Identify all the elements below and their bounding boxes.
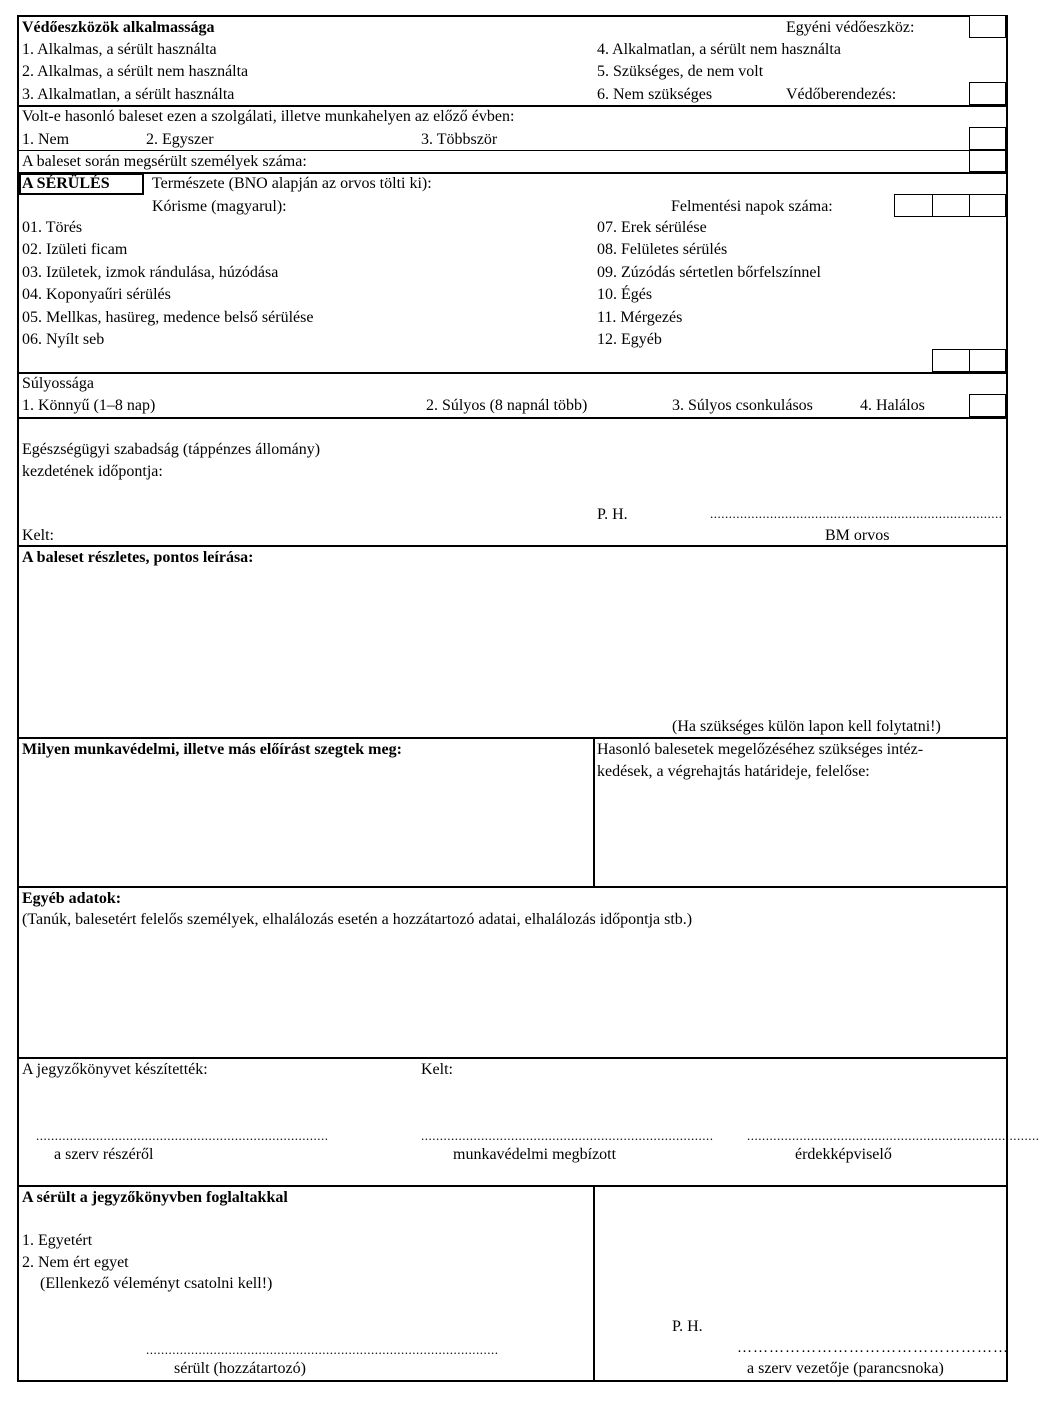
- agreement-option: 1. Egyetért: [22, 1232, 93, 1249]
- divider: [17, 1057, 1008, 1059]
- protective-device-label: Védőberendezés:: [786, 86, 897, 103]
- injury-type: 06. Nyílt seb: [22, 331, 105, 348]
- signer-label: a szerv részéről: [54, 1146, 154, 1163]
- protective-option: 6. Nem szükséges: [597, 86, 713, 103]
- prepared-label: A jegyzőkönyvet készítették:: [22, 1061, 208, 1078]
- sick-leave-label: Egészségügyi szabadság (táppénzes állomány): [22, 441, 321, 458]
- description-title: A baleset részletes, pontos leírása:: [22, 549, 254, 566]
- divider: [17, 737, 1008, 739]
- form-frame: [17, 15, 1040, 1382]
- previous-option: 1. Nem: [22, 131, 70, 148]
- column-divider: [593, 1185, 595, 1382]
- injury-type: 02. Izületi ficam: [22, 241, 128, 258]
- measures-label: kedések, a végrehajtás határideje, felelőse:: [597, 763, 870, 780]
- severity-option: 3. Súlyos csonkulásos: [672, 397, 813, 414]
- divider: [17, 172, 1008, 174]
- protective-option: 2. Alkalmas, a sérült nem használta: [22, 63, 249, 80]
- signer-label: érdekképviselő: [795, 1146, 892, 1163]
- signature-line: ..............................................................................: [421, 1128, 714, 1143]
- injured-count-label: A baleset során megsérült személyek száma:: [22, 153, 307, 170]
- agreement-note: (Ellenkező véleményt csatolni kell!): [40, 1275, 273, 1292]
- injury-type: 03. Izületek, izmok rándulása, húzódása: [22, 264, 279, 281]
- other-data-title: Egyéb adatok:: [22, 890, 122, 907]
- stamp-placeholder: P. H.: [672, 1318, 703, 1335]
- protective-title: Védőeszközök alkalmassága: [22, 19, 215, 36]
- divider: [17, 150, 1008, 151]
- other-data-note: (Tanúk, balesetért felelős személyek, elhalálozás esetén a hozzátartozó adatai, elhalálozás időpontja stb.): [22, 911, 693, 928]
- previous-question: Volt-e hasonló baleset ezen a szolgálati, illetve munkahelyen az előző évben:: [22, 108, 515, 125]
- protective-option: 4. Alkalmatlan, a sérült nem használta: [597, 41, 841, 58]
- agreement-title: A sérült a jegyzőkönyvben foglaltakkal: [22, 1189, 288, 1206]
- divider: [17, 1185, 1008, 1187]
- injury-type: 10. Égés: [597, 286, 653, 303]
- stamp-placeholder: P. H.: [597, 506, 628, 523]
- protective-device-box[interactable]: [969, 82, 1006, 105]
- injury-type: 04. Koponyaűri sérülés: [22, 286, 171, 303]
- prepared-kelt-label: Kelt:: [421, 1061, 453, 1078]
- kelt-label: Kelt:: [22, 527, 54, 544]
- injury-type-code-box[interactable]: [969, 349, 1006, 372]
- divider: [17, 886, 1008, 888]
- exemption-days-box[interactable]: [894, 194, 933, 217]
- injury-type: 09. Zúzódás sértetlen bőrfelszínnel: [597, 264, 821, 281]
- head-signature-label: a szerv vezetője (parancsnoka): [747, 1360, 944, 1377]
- injury-type: 01. Törés: [22, 219, 83, 236]
- injury-type: 07. Erek sérülése: [597, 219, 707, 236]
- previous-answer-box[interactable]: [969, 127, 1006, 150]
- injured-count-box[interactable]: [969, 150, 1006, 172]
- doctor-signature-label: BM orvos: [825, 527, 890, 544]
- signature-line: ..............................................................................: [747, 1128, 1040, 1143]
- severity-box[interactable]: [969, 394, 1006, 417]
- injury-type: 05. Mellkas, hasüreg, medence belső sérülése: [22, 309, 314, 326]
- signer-label: munkavédelmi megbízott: [453, 1146, 617, 1163]
- severity-option: 1. Könnyű (1–8 nap): [22, 397, 156, 414]
- signature-line: ..............................................................................................: [146, 1342, 499, 1357]
- agreement-option: 2. Nem ért egyet: [22, 1254, 129, 1271]
- severity-option: 2. Súlyos (8 napnál több): [426, 397, 588, 414]
- continuation-note: (Ha szükséges külön lapon kell folytatni!): [672, 718, 941, 735]
- injury-type: 11. Mérgezés: [597, 309, 683, 326]
- exemption-days-label: Felmentési napok száma:: [671, 198, 833, 215]
- exemption-days-box[interactable]: [932, 194, 970, 217]
- individual-equipment-box[interactable]: [969, 15, 1006, 38]
- injury-type-code-box[interactable]: [932, 349, 970, 372]
- violations-title: Milyen munkavédelmi, illetve más előírást szegtek meg:: [22, 741, 402, 758]
- sick-leave-label: kezdetének időpontja:: [22, 463, 163, 480]
- measures-label: Hasonló balesetek megelőzéséhez szükséges intéz-: [597, 741, 924, 758]
- protective-option: 1. Alkalmas, a sérült használta: [22, 41, 217, 58]
- divider: [17, 372, 1008, 374]
- previous-option: 2. Egyszer: [146, 131, 214, 148]
- column-divider: [593, 737, 595, 887]
- divider: [17, 417, 1008, 419]
- signature-line: ..............................................................................: [710, 506, 1003, 521]
- injury-type: 08. Felületes sérülés: [597, 241, 728, 258]
- diagnosis-label: Kórisme (magyarul):: [152, 198, 287, 215]
- severity-title: Súlyossága: [22, 375, 94, 392]
- signature-line: ..............................................................................: [36, 1128, 329, 1143]
- injury-type: 12. Egyéb: [597, 331, 662, 348]
- previous-option: 3. Többször: [421, 131, 498, 148]
- divider: [17, 545, 1008, 547]
- protective-option: 3. Alkalmatlan, a sérült használta: [22, 86, 235, 103]
- injured-signature-label: sérült (hozzátartozó): [174, 1360, 306, 1377]
- severity-option: 4. Halálos: [860, 397, 925, 414]
- signature-line: ……………………………………………: [737, 1340, 1009, 1356]
- divider: [17, 105, 1008, 107]
- injury-title: A SÉRÜLÉS: [22, 175, 110, 192]
- injury-nature-label: Természete (BNO alapján az orvos tölti ki):: [152, 175, 432, 192]
- individual-equipment-label: Egyéni védőeszköz:: [786, 19, 915, 36]
- protective-option: 5. Szükséges, de nem volt: [597, 63, 764, 80]
- exemption-days-box[interactable]: [969, 194, 1006, 217]
